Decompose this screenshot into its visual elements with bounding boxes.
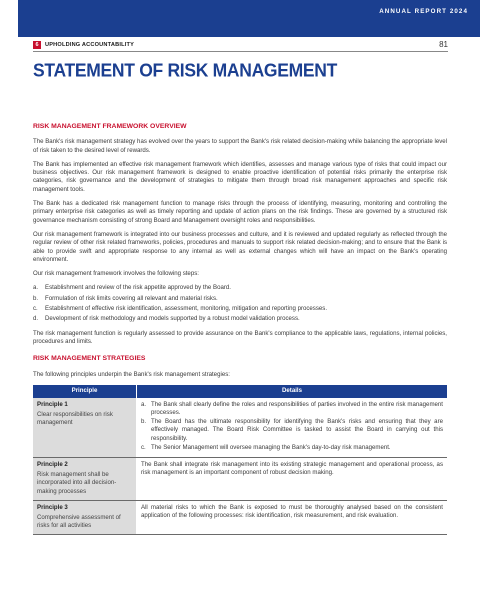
table-header-row bbox=[33, 385, 447, 398]
framework-heading: RISK MANAGEMENT FRAMEWORK OVERVIEW bbox=[33, 123, 187, 130]
list-marker: b. bbox=[141, 418, 147, 426]
principle-cell bbox=[33, 500, 137, 535]
section-number-badge: 6 bbox=[33, 41, 41, 49]
page-title: STATEMENT OF RISK MANAGEMENT bbox=[33, 59, 337, 81]
framework-paragraph: The Bank has implemented an effective risk management framework which identifies, assesses and manage various type of risks that could impact our business objectives. Our risk management framework is designed to enable proactive identification of potential risks primarily the enterprise risk categories, risk governance and the development of strategies to mitigate them through broad risk management approaches and specific risk management tools. bbox=[33, 160, 447, 193]
details-column-header: Details bbox=[137, 385, 448, 398]
details-list bbox=[141, 401, 443, 452]
list-marker: c. bbox=[33, 305, 38, 313]
framework-steps-list bbox=[33, 284, 447, 323]
list-item-text: Establishment and review of the risk appetite approved by the Board. bbox=[45, 284, 231, 292]
table-row bbox=[33, 398, 447, 458]
list-item bbox=[33, 315, 447, 323]
table-row bbox=[33, 500, 447, 535]
list-item-text: Development of risk methodology and models supported by a robust model validation process. bbox=[45, 315, 300, 323]
section-title: UPHOLDING ACCOUNTABILITY bbox=[45, 42, 135, 48]
page-number: 81 bbox=[439, 40, 448, 49]
list-item bbox=[33, 295, 447, 303]
report-label: ANNUAL REPORT 2024 bbox=[379, 8, 468, 15]
table-row bbox=[33, 458, 447, 501]
principle-description: Comprehensive assessment of risks for all activities bbox=[37, 514, 121, 530]
principle-cell bbox=[33, 398, 137, 458]
list-item-text: Formulation of risk limits covering all relevant and material risks. bbox=[45, 294, 218, 302]
list-item bbox=[33, 284, 447, 292]
framework-paragraph: Our risk management framework is integrated into our business processes and culture, and it is reviewed and updated regularly as reflected through the regular review of other risk related frameworks, policies, procedures and manuals to support risk related decision-making; and to ensure that the Bank is able to provide swift and appropriate response to any internal as well as external changes which will have an impact on the Bank's operating environment. bbox=[33, 230, 447, 263]
list-item bbox=[141, 444, 443, 452]
list-item-text: The Senior Management will oversee managing the Bank's day-to-day risk management. bbox=[151, 443, 391, 451]
list-marker: b. bbox=[33, 294, 39, 302]
framework-paragraph: The Bank's risk management strategy has evolved over the years to support the Bank's risk related decision-making while balancing the appropriate level of risk taken to the desired level of rewards. bbox=[33, 138, 447, 154]
list-item-text: The Bank shall clearly define the roles and responsibilities of parties involved in the entire risk management processes. bbox=[151, 400, 443, 417]
strategies-heading: RISK MANAGEMENT STRATEGIES bbox=[33, 355, 146, 363]
principles-table bbox=[33, 385, 447, 536]
list-item bbox=[141, 418, 443, 443]
header-band bbox=[18, 0, 480, 37]
list-marker: a. bbox=[33, 284, 39, 292]
main-content bbox=[33, 123, 447, 535]
principle-name: Principle 3 bbox=[37, 503, 68, 511]
principle-name: Principle 2 bbox=[37, 461, 68, 469]
header-divider bbox=[33, 51, 448, 52]
details-cell: All material risks to which the Bank is exposed to must be thoroughly analysed based on the consistent application of the following processes: risk identification, risk measurement, and risk evaluation. bbox=[137, 500, 448, 535]
section-indicator bbox=[33, 41, 134, 49]
principle-name: Principle 1 bbox=[37, 400, 68, 408]
framework-paragraph: The Bank has a dedicated risk management function to manage risks through the process of identifying, measuring, monitoring and controlling the primary enterprise risk categories as well as timely reporting and update of action plans on the risk findings. These are governed by a structured risk governance mechanism consisting of strong Board and Management oversight roles and responsibilities. bbox=[33, 200, 447, 224]
list-marker: d. bbox=[33, 315, 39, 323]
principle-description: Clear responsibilities on risk management bbox=[37, 411, 113, 427]
principle-cell bbox=[33, 458, 137, 501]
list-item-text: Establishment of effective risk identification, assessment, monitoring, mitigation and reporting processes. bbox=[45, 305, 328, 313]
details-cell bbox=[137, 398, 448, 458]
principle-column-header: Principle bbox=[33, 385, 137, 398]
list-item bbox=[141, 401, 443, 417]
strategies-intro: The following principles underpin the Bank's risk management strategies: bbox=[33, 370, 230, 378]
list-item-text: The Board has the ultimate responsibility for identifying the Bank's risks and ensuring that they are effectively managed. The Board Risk Committee is tasked to assist the Board in carrying out this responsibility. bbox=[151, 418, 443, 442]
list-marker: c. bbox=[141, 443, 146, 451]
list-marker: a. bbox=[141, 400, 147, 408]
framework-closing-paragraph: The risk management function is regularly assessed to provide assurance on the Bank's compliance to the applicable laws, regulations, internal policies, procedures and limits. bbox=[33, 329, 447, 345]
details-cell: The Bank shall integrate risk management into its existing strategic management and operational process, as risk management is an important component of robust decision making. bbox=[137, 458, 448, 501]
list-item bbox=[33, 305, 447, 313]
principle-description: Risk management shall be incorporated into all decision-making processes bbox=[37, 471, 117, 495]
framework-paragraph: Our risk management framework involves the following steps: bbox=[33, 270, 199, 278]
